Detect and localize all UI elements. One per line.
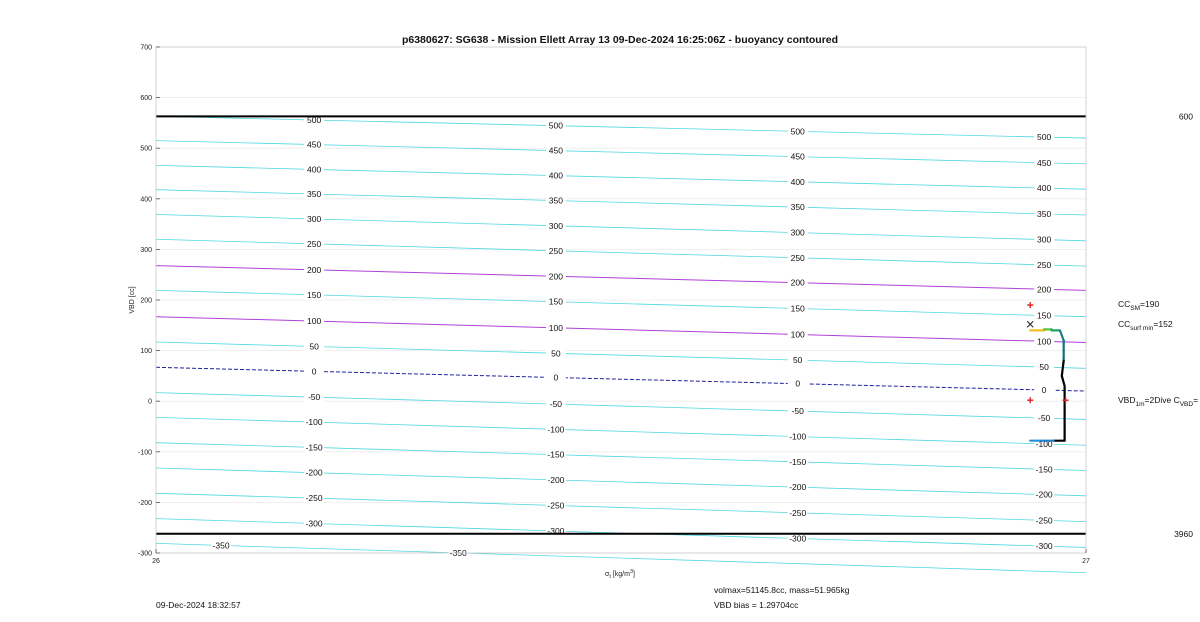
contour-label: 350 [548, 195, 563, 206]
contour-label: -150 [305, 442, 323, 453]
contour-label: -50 [1038, 413, 1051, 424]
contour-label: 200 [307, 264, 322, 275]
y-tick-label: 100 [140, 348, 152, 356]
contour-label: 350 [790, 202, 805, 213]
y-tick-label: 500 [140, 145, 152, 153]
contour-label: -350 [449, 547, 467, 558]
contour-label: 500 [307, 115, 322, 126]
contour-label: -300 [547, 525, 565, 536]
contour-label: 400 [1037, 183, 1052, 194]
y-tick-label: 600 [140, 95, 152, 103]
contour-label: 50 [551, 348, 561, 359]
contour-line-200 [156, 266, 1086, 291]
contour-line--200 [156, 468, 1086, 496]
contour-label: 300 [1037, 234, 1052, 245]
contour-label: 100 [548, 322, 563, 333]
contour-label: 0 [795, 378, 801, 389]
contour-line-400 [156, 165, 1086, 189]
contour-label: 250 [307, 238, 322, 249]
contour-label: 400 [548, 170, 563, 181]
contour-line--50 [156, 393, 1086, 420]
x-axis-label: $\sigma_t$ $[kg/m^3]$ [605, 569, 635, 580]
contour-label: 100 [790, 329, 805, 340]
y-tick-label: 200 [140, 297, 152, 305]
contour-label: -100 [1035, 438, 1053, 449]
contour-label: 250 [790, 252, 805, 263]
contour-label: 400 [307, 164, 322, 175]
contour-line-100 [156, 317, 1086, 343]
contour-line--100 [156, 417, 1086, 445]
contour-label: -100 [789, 431, 807, 442]
contour-label: -150 [1035, 464, 1053, 475]
contour-label: 250 [1037, 259, 1052, 270]
contour-label: -200 [789, 482, 807, 493]
contour-line-150 [156, 290, 1086, 316]
contour-label: 500 [790, 126, 805, 137]
dive-trace-segment [1062, 376, 1065, 386]
contour-label: 300 [790, 227, 805, 238]
contour-label: 250 [548, 245, 563, 256]
contour-label: 150 [1037, 310, 1052, 321]
contour-label: -300 [305, 518, 323, 529]
contour-label: -100 [547, 424, 565, 435]
contour-label: 450 [307, 139, 322, 150]
contour-label: 400 [790, 176, 805, 187]
contour-label: 300 [307, 213, 322, 224]
dive-trace-segment [1062, 361, 1064, 376]
contour-label: -50 [791, 406, 804, 417]
contour-label: -300 [789, 533, 807, 544]
contour-label: 100 [1037, 336, 1052, 347]
limit-line-label: 3960 [1174, 528, 1193, 539]
contour-label: 350 [307, 188, 322, 199]
limit-line-label: 600 [1178, 111, 1193, 122]
contour-label: 50 [309, 341, 319, 352]
contour-label: -200 [305, 467, 323, 478]
contour-label: 500 [548, 120, 563, 131]
contour-label: 50 [792, 355, 803, 366]
contour-line--150 [156, 443, 1086, 471]
contour-label: 450 [790, 151, 805, 162]
contour-label: -100 [305, 417, 323, 428]
contour-label: 300 [548, 220, 563, 231]
x-tick-label: 27 [1082, 558, 1090, 565]
contour-label: -50 [549, 399, 563, 410]
contour-line-250 [156, 239, 1086, 266]
contour-label: -250 [305, 493, 323, 504]
contour-lines [156, 116, 1086, 572]
contour-line--250 [156, 493, 1086, 521]
contour-line-0 [156, 367, 1086, 391]
contour-label: 0 [1041, 385, 1047, 396]
contour-label: -250 [1035, 515, 1053, 526]
y-tick-label: 400 [140, 196, 152, 204]
vbd-1m-label: $VBD_{1m}=2Dive$ $C_{VBD}=$ [1118, 395, 1199, 408]
cc-surf-min-label: $CC_{surf min}=152$ [1118, 319, 1173, 332]
contour-label: -300 [1035, 541, 1053, 552]
contour-label: 0 [311, 366, 317, 377]
y-tick-label: 300 [140, 246, 152, 254]
contour-line--350 [156, 543, 1086, 572]
y-axis-label: VBD [cc] [129, 286, 136, 314]
contour-line-500 [156, 116, 1086, 138]
grid [156, 47, 1086, 553]
contour-label: -350 [212, 540, 230, 551]
contour-line-350 [156, 190, 1086, 215]
contour-label: 0 [553, 372, 559, 383]
contour-label: 450 [1037, 157, 1052, 168]
contour-labels [211, 115, 1054, 558]
contour-label: 200 [548, 271, 563, 282]
contour-label: -200 [547, 474, 565, 485]
contour-line-50 [156, 342, 1086, 368]
y-tick-label: 700 [140, 44, 152, 52]
vbd-bias-note: VBD bias = 1.29704cc [714, 600, 799, 610]
contour-label: 150 [548, 296, 563, 307]
cc-sm-label: $CC_{SM}=190$ [1118, 299, 1160, 312]
contour-label: -200 [1035, 489, 1053, 500]
timestamp-note: 09-Dec-2024 18:32:57 [156, 600, 241, 610]
contour-label: 200 [1037, 284, 1052, 295]
contour-line-450 [156, 141, 1086, 164]
contour-label: 100 [307, 316, 322, 327]
contour-label: 150 [307, 289, 322, 300]
axes [138, 45, 1090, 566]
y-tick-label: -200 [137, 499, 152, 507]
contour-line-300 [156, 214, 1086, 240]
y-tick-label: -100 [137, 449, 152, 457]
contour-label: 350 [1037, 208, 1052, 219]
contour-label: 200 [790, 277, 805, 288]
contour-label: 450 [548, 145, 563, 156]
contour-label: -250 [547, 500, 565, 511]
contour-label: -150 [789, 456, 807, 467]
y-tick-label: -300 [137, 550, 152, 558]
chart-title: p6380627: SG638 - Mission Ellett Array 13 09-Dec-2024 16:25:06Z - buoyancy contoured [401, 34, 839, 46]
contour-label: -50 [307, 392, 321, 403]
contour-label: 500 [1037, 132, 1052, 143]
contour-label: -250 [789, 507, 807, 518]
x-tick-label: 26 [152, 558, 160, 565]
contour-label: 150 [790, 303, 805, 314]
contour-label: 50 [1039, 362, 1049, 373]
volmax-note: volmax=51145.8cc, mass=51.965kg [714, 585, 850, 595]
contour-label: -150 [547, 449, 565, 460]
y-tick-label: 0 [148, 398, 152, 406]
